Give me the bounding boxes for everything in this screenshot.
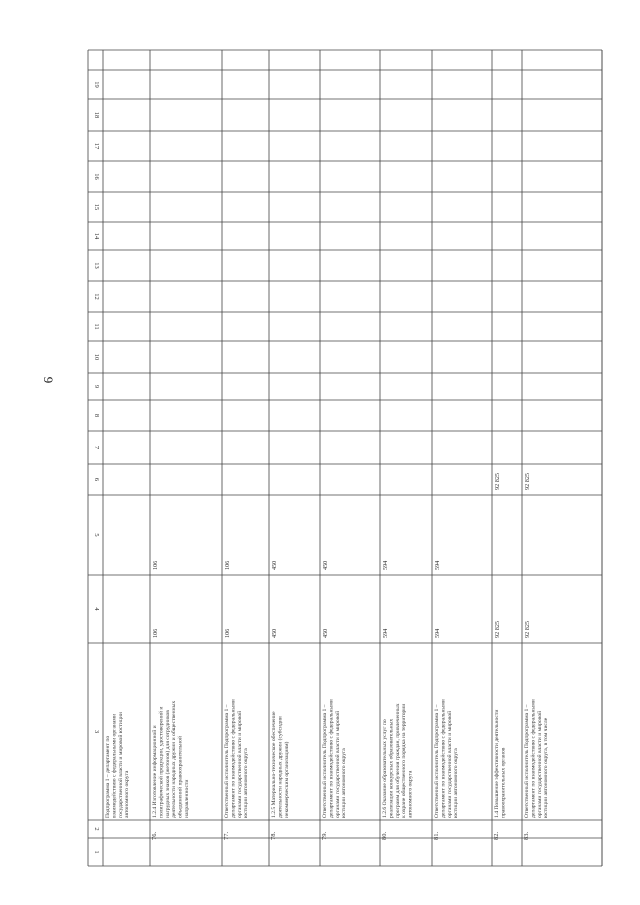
column-number-14: 14: [93, 232, 100, 240]
row-name-line: департамент по взаимодействию с федеральными: [230, 699, 237, 818]
column-number-7: 7: [93, 445, 100, 450]
row-name-line: к охране общественного порядка на территории: [401, 703, 408, 818]
row-name-line: государственной власти и мировой юстиции: [117, 712, 124, 818]
column-number-6: 6: [93, 477, 100, 482]
row-name-line: автономного округа: [407, 770, 414, 818]
row-name-line: юстиции автономного округа: [453, 748, 460, 818]
row-name-line: взаимодействию с федеральными органами: [111, 714, 118, 818]
page-number: 9: [41, 376, 56, 384]
row-name-line: Ответственный исполнитель Подпрограмма 1 –: [434, 704, 440, 818]
row-name-line: автономного округа: [124, 770, 131, 818]
cell-value-col-3: 450: [271, 628, 278, 638]
column-number-3: 3: [93, 729, 100, 734]
cell-value-col-5: 92 825: [524, 472, 531, 490]
row-number: 81.: [433, 831, 440, 840]
row-name-line: нагрудных знаков (жетонов) для сотрудников: [164, 710, 171, 818]
row-name-line: 1.4 Повышение эффективности деятельности: [494, 709, 500, 818]
column-number-8: 8: [93, 413, 100, 418]
column-number-4: 4: [93, 607, 100, 611]
cell-value-col-3: 594: [382, 628, 389, 638]
row-name-line: департамент по взаимодействию с федеральными: [530, 699, 537, 818]
column-number-16: 16: [93, 173, 100, 180]
row-name-line: органами государственной власти и мировой: [446, 710, 453, 818]
column-number-18: 18: [93, 111, 100, 119]
cell-value-col-3: 450: [322, 628, 329, 638]
column-number-9: 9: [93, 384, 100, 389]
column-number-13: 13: [93, 262, 100, 269]
row-name-line: департамент по взаимодействию с федеральными: [328, 699, 335, 818]
column-number-1: 1: [93, 850, 100, 854]
column-number-5: 5: [93, 533, 100, 537]
row-name-line: правоохранительных органов: [500, 747, 507, 818]
row-name-line: Ответственный исполнитель Подпрограмма 1 –: [224, 704, 230, 818]
row-name-line: юстиции автономного округа, в том числе: [543, 717, 550, 818]
column-number-15: 15: [93, 203, 100, 211]
row-name-line: объединений правоохранительной: [177, 736, 184, 818]
cell-value-col-3: 106: [224, 628, 231, 638]
cell-value-col-4: 450: [322, 560, 329, 570]
row-name-line: полиграфической продукции, удостоверений и: [158, 706, 165, 818]
cell-value-col-4: 594: [434, 560, 441, 570]
row-name-line: 1.2.5 Материально-техническое обеспечение: [271, 711, 277, 818]
row-name-line: направленности: [184, 779, 190, 818]
row-name-line: 1.2.4 Изготовление информационной и: [152, 725, 158, 818]
cell-value-col-3: 594: [434, 628, 441, 638]
row-name-line: органами государственной власти и мировой: [536, 710, 543, 818]
column-number-12: 12: [93, 293, 100, 300]
cell-value-col-3: 92 825: [524, 620, 531, 638]
row-name-line: органами государственной власти и мировой: [236, 710, 243, 818]
row-name-line: юстиции автономного округа: [341, 748, 348, 818]
row-name-line: деятельности народных дружин и общественных: [171, 700, 178, 818]
row-number: 78.: [270, 831, 277, 840]
row-name-line: департамент по взаимодействию с федеральными: [440, 699, 447, 818]
cell-value-col-4: 106: [224, 560, 231, 570]
column-number-11: 11: [93, 323, 100, 330]
row-name-line: деятельности народных дружин (субсидии: [277, 716, 284, 818]
row-name-line: Ответственный исполнитель Подпрограмма 1 –: [524, 704, 530, 818]
cell-value-col-4: 594: [382, 560, 389, 570]
row-number: 82.: [493, 831, 500, 840]
cell-value-col-3: 106: [152, 628, 159, 638]
cell-value-col-4: 450: [271, 560, 278, 570]
row-name-line: реализации конкурсных образовательных: [388, 718, 395, 818]
row-name-line: органами государственной власти и мировой: [334, 710, 341, 818]
row-name-line: Ответственный исполнитель Подпрограмма 1 –: [322, 704, 328, 818]
row-number: 79.: [321, 831, 328, 840]
row-number: 76.: [151, 831, 158, 840]
cell-value-col-5: 92 825: [494, 472, 501, 490]
row-number: 80.: [381, 831, 388, 840]
row-number: 77.: [223, 831, 230, 840]
cell-value-col-4: 106: [152, 560, 159, 570]
row-name-line: 1.2.6 Оказание образовательных услуг по: [382, 719, 388, 818]
column-number-19: 19: [93, 81, 100, 88]
row-name-line: программ для обучения граждан, привлеченных: [394, 703, 401, 818]
cell-value-col-3: 92 825: [494, 620, 501, 638]
row-number: 83.: [523, 831, 530, 840]
row-name-line: юстиции автономного округа: [243, 748, 250, 818]
row-name-line: Подпрограмма 1 – департамент по: [105, 735, 111, 818]
column-number-17: 17: [93, 142, 100, 150]
column-number-10: 10: [93, 353, 100, 361]
row-name-line: некоммерческим организациям): [283, 741, 290, 818]
column-number-2: 2: [93, 827, 100, 831]
